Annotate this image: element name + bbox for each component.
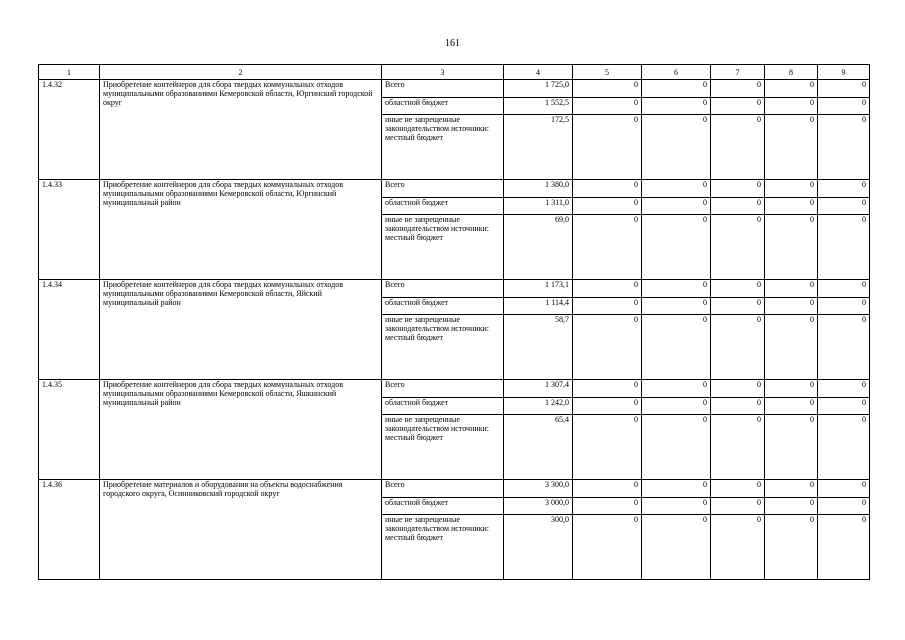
amount-year: 0 — [818, 480, 870, 498]
item-name: Приобретение контейнеров для сбора твердых коммунальных отходов муниципальными образованиями Кемеровской области, Яшкинский муниципальный район — [100, 380, 382, 480]
column-number: 8 — [765, 65, 818, 80]
amount-year: 0 — [642, 380, 711, 398]
amount-year: 0 — [642, 315, 711, 380]
amount-year: 0 — [711, 515, 765, 580]
amount-year: 0 — [818, 515, 870, 580]
amount-year: 0 — [765, 515, 818, 580]
amount-year: 0 — [711, 480, 765, 498]
funding-source — [382, 415, 504, 480]
funding-source — [382, 315, 504, 380]
budget-table — [38, 64, 870, 580]
amount-year: 0 — [818, 498, 870, 515]
amount-year: 0 — [642, 398, 711, 415]
amount-year: 0 — [573, 415, 642, 480]
amount-year: 0 — [765, 280, 818, 298]
amount-total: 1 725,0 — [504, 80, 573, 98]
item-code: 1.4.36 — [39, 480, 100, 580]
amount-year: 0 — [573, 315, 642, 380]
amount-year: 0 — [711, 98, 765, 115]
column-number-row — [39, 65, 870, 80]
amount-year: 0 — [711, 415, 765, 480]
amount-year: 0 — [711, 298, 765, 315]
amount-year: 0 — [642, 98, 711, 115]
amount-total: 58,7 — [504, 315, 573, 380]
amount-year: 0 — [573, 380, 642, 398]
column-number: 7 — [711, 65, 765, 80]
amount-year: 0 — [765, 498, 818, 515]
funding-source: Всего — [382, 480, 504, 498]
amount-year: 0 — [711, 498, 765, 515]
amount-year: 0 — [765, 398, 818, 415]
amount-year: 0 — [711, 380, 765, 398]
amount-year: 0 — [711, 280, 765, 298]
funding-source — [382, 115, 504, 180]
amount-year: 0 — [818, 215, 870, 280]
amount-total: 172,5 — [504, 115, 573, 180]
funding-source-label: местный бюджет — [385, 433, 443, 442]
column-number: 9 — [818, 65, 870, 80]
amount-year: 0 — [818, 98, 870, 115]
funding-source-label: местный бюджет — [385, 533, 443, 542]
amount-year: 0 — [818, 380, 870, 398]
item-name: Приобретение контейнеров для сбора твердых коммунальных отходов муниципальными образованиями Кемеровской области, Юргинский муниципальный район — [100, 180, 382, 280]
amount-year: 0 — [573, 215, 642, 280]
amount-year: 0 — [765, 315, 818, 380]
item-code: 1.4.35 — [39, 380, 100, 480]
amount-year: 0 — [818, 415, 870, 480]
funding-source: областной бюджет — [382, 198, 504, 215]
amount-year: 0 — [642, 198, 711, 215]
funding-source: Всего — [382, 280, 504, 298]
amount-year: 0 — [765, 180, 818, 198]
column-number: 4 — [504, 65, 573, 80]
amount-year: 0 — [765, 80, 818, 98]
amount-year: 0 — [711, 215, 765, 280]
amount-year: 0 — [711, 315, 765, 380]
amount-year: 0 — [573, 280, 642, 298]
amount-year: 0 — [642, 215, 711, 280]
amount-year: 0 — [765, 115, 818, 180]
column-number: 6 — [642, 65, 711, 80]
amount-year: 0 — [765, 480, 818, 498]
column-number: 3 — [382, 65, 504, 80]
funding-source: Всего — [382, 380, 504, 398]
item-name: Приобретение контейнеров для сбора твердых коммунальных отходов муниципальными образованиями Кемеровской области, Юргинский городской округ — [100, 80, 382, 180]
amount-year: 0 — [765, 215, 818, 280]
funding-source-label: местный бюджет — [385, 133, 443, 142]
page-number: 161 — [445, 38, 460, 49]
table-row — [39, 380, 870, 398]
amount-year: 0 — [642, 498, 711, 515]
amount-year: 0 — [711, 198, 765, 215]
amount-year: 0 — [765, 380, 818, 398]
amount-total: 300,0 — [504, 515, 573, 580]
item-code: 1.4.34 — [39, 280, 100, 380]
amount-year: 0 — [573, 498, 642, 515]
funding-source — [382, 515, 504, 580]
funding-source: Всего — [382, 180, 504, 198]
table-row — [39, 280, 870, 298]
amount-total: 1 242,0 — [504, 398, 573, 415]
amount-total: 69,0 — [504, 215, 573, 280]
amount-total: 1 552,5 — [504, 98, 573, 115]
funding-source-note: иные не запрещенные законодательством источники: — [385, 515, 490, 533]
column-number: 1 — [39, 65, 100, 80]
funding-source-label: местный бюджет — [385, 333, 443, 342]
amount-year: 0 — [818, 180, 870, 198]
table-row — [39, 480, 870, 498]
amount-total: 1 114,4 — [504, 298, 573, 315]
funding-source-note: иные не запрещенные законодательством источники: — [385, 115, 490, 133]
column-number: 5 — [573, 65, 642, 80]
amount-year: 0 — [711, 80, 765, 98]
amount-year: 0 — [818, 398, 870, 415]
amount-year: 0 — [573, 198, 642, 215]
funding-source — [382, 215, 504, 280]
item-code: 1.4.33 — [39, 180, 100, 280]
funding-source-note: иные не запрещенные законодательством источники: — [385, 215, 490, 233]
amount-year: 0 — [573, 515, 642, 580]
item-name: Приобретение материалов и оборудования на объекты водоснабжения городского округа, Осинниковский городской округ — [100, 480, 382, 580]
funding-source-note: иные не запрещенные законодательством источники: — [385, 315, 490, 333]
amount-total: 1 173,1 — [504, 280, 573, 298]
item-name: Приобретение контейнеров для сбора твердых коммунальных отходов муниципальными образованиями Кемеровской области, Яйский муниципальный район — [100, 280, 382, 380]
amount-year: 0 — [573, 98, 642, 115]
funding-source: областной бюджет — [382, 298, 504, 315]
funding-source-note: иные не запрещенные законодательством источники: — [385, 415, 490, 433]
amount-total: 1 307,4 — [504, 380, 573, 398]
amount-year: 0 — [818, 315, 870, 380]
amount-year: 0 — [573, 480, 642, 498]
funding-source: Всего — [382, 80, 504, 98]
amount-year: 0 — [642, 515, 711, 580]
amount-year: 0 — [818, 115, 870, 180]
amount-year: 0 — [573, 180, 642, 198]
column-number: 2 — [100, 65, 382, 80]
funding-source: областной бюджет — [382, 398, 504, 415]
amount-year: 0 — [642, 298, 711, 315]
amount-year: 0 — [642, 115, 711, 180]
amount-total: 65,4 — [504, 415, 573, 480]
amount-year: 0 — [765, 298, 818, 315]
amount-total: 3 300,0 — [504, 480, 573, 498]
amount-total: 1 380,0 — [504, 180, 573, 198]
amount-year: 0 — [642, 415, 711, 480]
amount-year: 0 — [642, 280, 711, 298]
item-code: 1.4.32 — [39, 80, 100, 180]
amount-year: 0 — [573, 298, 642, 315]
amount-total: 3 000,0 — [504, 498, 573, 515]
amount-year: 0 — [642, 80, 711, 98]
amount-year: 0 — [765, 415, 818, 480]
amount-year: 0 — [765, 198, 818, 215]
amount-year: 0 — [711, 180, 765, 198]
amount-total: 1 311,0 — [504, 198, 573, 215]
table-row — [39, 180, 870, 198]
amount-year: 0 — [642, 480, 711, 498]
amount-year: 0 — [818, 280, 870, 298]
amount-year: 0 — [765, 98, 818, 115]
funding-source: областной бюджет — [382, 98, 504, 115]
amount-year: 0 — [818, 298, 870, 315]
funding-source: областной бюджет — [382, 498, 504, 515]
amount-year: 0 — [573, 115, 642, 180]
amount-year: 0 — [711, 398, 765, 415]
amount-year: 0 — [642, 180, 711, 198]
amount-year: 0 — [818, 198, 870, 215]
funding-source-label: местный бюджет — [385, 233, 443, 242]
table-row — [39, 80, 870, 98]
amount-year: 0 — [818, 80, 870, 98]
amount-year: 0 — [573, 80, 642, 98]
amount-year: 0 — [711, 115, 765, 180]
amount-year: 0 — [573, 398, 642, 415]
